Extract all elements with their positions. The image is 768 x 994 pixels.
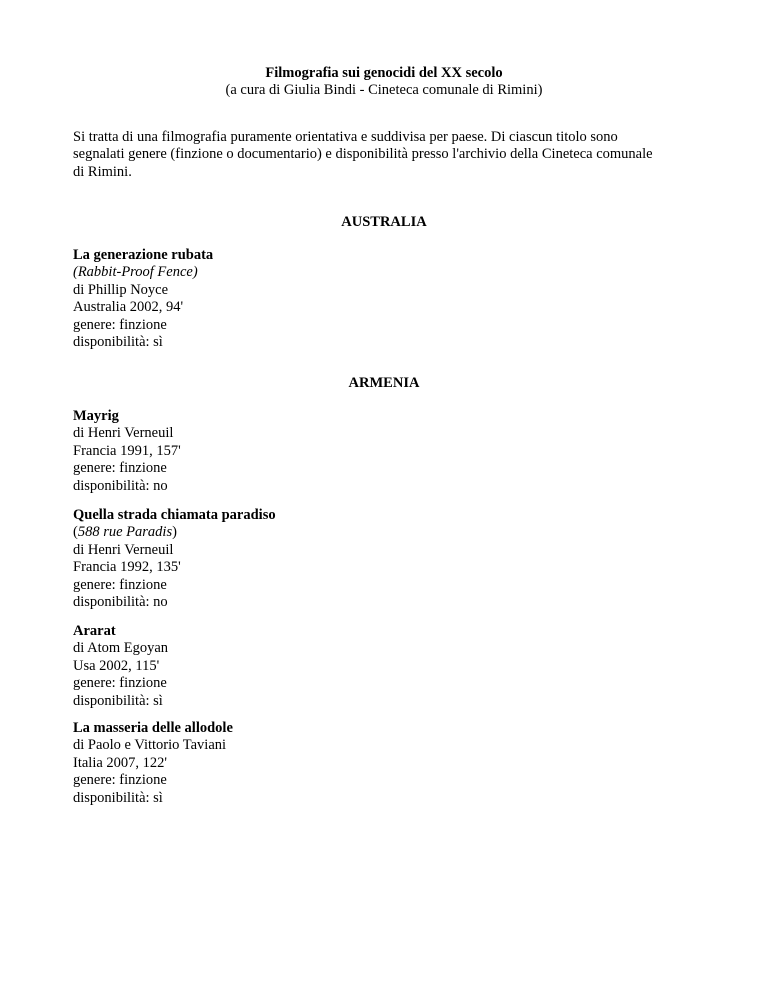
film-director: di Atom Egoyan <box>73 640 169 657</box>
film-availability: disponibilità: no <box>73 477 168 494</box>
paren-close: ) <box>172 524 177 541</box>
film-genre: genere: finzione <box>73 316 167 333</box>
film-director: di Phillip Noyce <box>73 281 169 298</box>
film-title: La masseria delle allodole <box>73 720 233 736</box>
film-original-title: 588 rue Paradis <box>77 524 173 541</box>
film-availability: disponibilità: no <box>73 594 168 611</box>
film-director: di Henri Verneuil <box>73 425 174 442</box>
film-genre: genere: finzione <box>73 460 167 477</box>
section-heading-australia: AUSTRALIA <box>341 214 427 230</box>
film-genre: genere: finzione <box>73 675 167 692</box>
film-availability: disponibilità: sì <box>73 692 163 709</box>
film-entry <box>73 247 713 351</box>
film-country-year: Australia 2002, 94' <box>73 299 184 316</box>
film-entry <box>73 623 713 710</box>
intro-line: di Rimini. <box>73 163 132 180</box>
intro-line: Si tratta di una filmografia puramente orientativa e suddivisa per paese. Di ciascun titolo sono <box>73 129 618 145</box>
film-original-title: (Rabbit-Proof Fence) <box>73 264 198 281</box>
film-entry <box>73 720 713 807</box>
paren-open: ( <box>73 524 78 541</box>
film-country-year: Usa 2002, 115' <box>73 657 160 674</box>
film-country-year: Francia 1992, 135' <box>73 559 181 576</box>
film-genre: genere: finzione <box>73 772 167 789</box>
film-availability: disponibilità: sì <box>73 789 163 806</box>
film-original-title-line <box>73 524 713 541</box>
film-genre: genere: finzione <box>73 576 167 593</box>
film-title: La generazione rubata <box>73 247 214 263</box>
intro-paragraph <box>73 129 713 181</box>
film-title: Ararat <box>73 623 116 639</box>
film-director: di Paolo e Vittorio Taviani <box>73 737 227 754</box>
film-entry <box>73 507 713 611</box>
section-heading-armenia: ARMENIA <box>348 375 420 391</box>
film-country-year: Francia 1991, 157' <box>73 442 181 459</box>
film-entry <box>73 408 713 495</box>
film-title: Quella strada chiamata paradiso <box>73 507 276 523</box>
film-country-year: Italia 2007, 122' <box>73 754 168 771</box>
film-title: Mayrig <box>73 408 119 424</box>
document-subtitle: (a cura di Giulia Bindi - Cineteca comunale di Rimini) <box>225 82 543 98</box>
film-availability: disponibilità: sì <box>73 334 163 351</box>
intro-line: segnalati genere (finzione o documentario) e disponibilità presso l'archivio della Cineteca comunale <box>73 146 653 163</box>
document-title: Filmografia sui genocidi del XX secolo <box>265 65 503 81</box>
film-director: di Henri Verneuil <box>73 541 174 558</box>
